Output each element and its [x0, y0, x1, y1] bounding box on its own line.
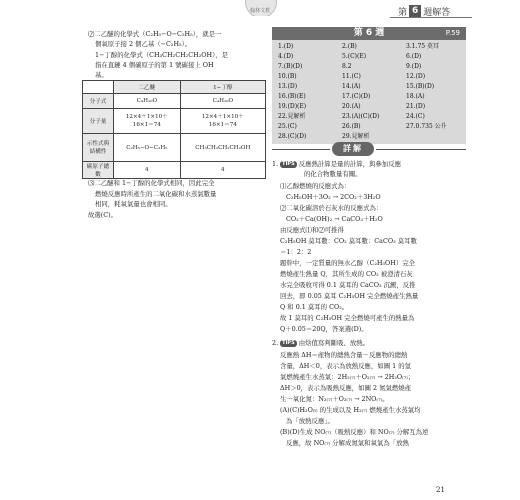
answer-item: 25.(C) — [278, 123, 297, 130]
table-cell: 4 — [180, 162, 265, 179]
table-row-header: 分子量 — [83, 109, 114, 134]
table-row — [83, 94, 266, 109]
answer-item: 29.見解析 — [342, 133, 370, 140]
table-col-header: 1−丁醇 — [180, 81, 265, 94]
q2-body-line: 反應，故 NO₍₇₎ 分解成氮氣和氧氣為「放熱 — [286, 439, 409, 447]
answer-item: 19.(D)(E) — [278, 103, 307, 110]
week-number-badge: 6 — [409, 5, 421, 17]
answer-item: 28.(C)(D) — [278, 133, 307, 140]
answer-item: 17.(C)(D) — [342, 93, 371, 100]
q2-body-line: ΔH＞0，表示為吸熱反應，如圖 2 氮氣燃燒產 — [280, 384, 412, 392]
q2-body-line: 生一氧化氮：N₂₍₇₎＋O₂₍₇₎ → 2NO₍₇₎。 — [280, 395, 389, 403]
answer-item: 14.(A) — [342, 83, 361, 90]
table-cell: 12×4＋1×10＋ 16×1＝74 — [180, 109, 265, 134]
answer-item: 18.(A) — [406, 93, 425, 100]
answer-item: 2.(B) — [342, 43, 357, 50]
table-col-header: 二乙醚 — [114, 81, 181, 94]
banner-rule-right — [376, 149, 466, 150]
q1-body-line: ⑵二氧化碳溶於石灰水的反應式為： — [280, 204, 383, 212]
q2-body-line: 為「放熱反應」。 — [286, 417, 334, 425]
table-cell: C₄H₁₀O — [114, 94, 181, 109]
answer-item: 5.(C)(E) — [342, 53, 367, 60]
table-row — [83, 109, 266, 134]
header-suffix: 週解答 — [423, 7, 451, 18]
q2-body-line: 氣燃燒產生水蒸氣：2H₂₍₇₎＋O₂₍₇₎ → 2H₂O₍₇₎； — [280, 373, 415, 381]
answer-item: 23.(A)(C)(D) — [342, 113, 380, 120]
table-row-header: 分子式 — [83, 94, 114, 109]
answer-item: 7.(B)(D) — [278, 63, 303, 70]
answer-item: 12.(D) — [406, 73, 426, 80]
q1-body-line: 由反應式⑴和⑵可推得 — [280, 226, 344, 234]
q2-body-line: (A)(C)H₂O₍ₗ₎ 的生成以及 H₂₍₇₎ 燃燒產生水蒸氣均 — [280, 406, 421, 414]
left-para-1-line-3: 1−丁醇的化學式（CH₃CH₂CH₂CH₂OH），是 — [95, 51, 229, 59]
tips-badge: TIPS — [282, 339, 295, 346]
table-cell: C₄H₁₀O — [180, 94, 265, 109]
q2-number: 2. — [272, 339, 279, 347]
q1-body-line: 燃燒產生熱量 Q，其所生成的 CO₂ 被澄清石灰 — [280, 270, 413, 278]
q1-body-line: Q 和 0.1 莫耳的 CO₂。 — [280, 303, 349, 311]
left-para-2-line-1: ⑶二乙醚和 1−丁醇的化學式相同，因此完全 — [88, 179, 215, 187]
answer-item: 1.(D) — [278, 43, 294, 50]
left-para-1-line-4: 指在直鏈 4 個碳原子的第 1 號碳接上 OH — [95, 61, 214, 69]
q1-body-line: ＝1：2：2 — [280, 248, 312, 256]
q1-body-line: C₂H₅OH＋3O₂ → 2CO₂＋3H₂O — [286, 193, 381, 201]
left-para-1-line-2: 個氧原子接 2 個乙基（−C₂H₅）。 — [95, 40, 192, 48]
left-para-2-line-4: 故選(C)。 — [88, 211, 118, 219]
q1-intro-text: 反應熱計算是量的計算，與參加反應 — [298, 160, 401, 168]
q2-body-line: 反應熱 ΔH＝產物的總熱含量－反應物的總熱 — [280, 351, 408, 359]
banner-rule-left — [272, 149, 330, 150]
left-para-2-line-3: 相同，耗氧氣量也會相同。 — [95, 200, 172, 208]
answer-item: 22.見解析 — [278, 113, 306, 120]
table-cell: CH₃CH₂CH₂CH₂OH — [180, 134, 265, 162]
answer-item: 27.0.735 公升 — [406, 123, 447, 130]
q1-body-line: C₂H₅OH 莫耳數：CO₂ 莫耳數：CaCO₃ 莫耳數 — [280, 237, 417, 245]
table-row — [83, 134, 266, 162]
answer-item: 8.2 — [342, 63, 352, 70]
answer-key-box — [272, 27, 466, 144]
answer-item: 3.1.75 莫耳 — [406, 43, 439, 50]
table-cell: C₂H₅−O−C₂H₅ — [114, 134, 181, 162]
table-row — [83, 162, 266, 179]
answer-item: 11.(C) — [342, 73, 361, 80]
publisher-logo: 翰林文教 — [242, 0, 278, 16]
detail-banner: 詳解 — [332, 142, 374, 156]
q1-number: 1. — [272, 160, 279, 168]
q1-body-line: Q＋0.05＝20Q，答案選(D)。 — [280, 325, 368, 333]
page-header — [398, 4, 450, 18]
q2-body-line: 含量，ΔH＜0，表示為放熱反應，如圖 1 的氫 — [280, 362, 412, 370]
q1-body-line: 水完全吸收可得 0.1 莫耳的 CaCO₃ 沉澱，反推 — [280, 281, 416, 289]
answer-key-title: 第 6 週 — [353, 28, 385, 38]
tips-badge: TIPS — [282, 160, 295, 167]
q2-body-line: (B)(D)生成 NO₍₇₎（吸熱反應）和 NO₍₇₎ 分解互為逆 — [280, 428, 429, 436]
table-cell: 12×4＋1×10＋ 16×1＝74 — [114, 109, 181, 134]
q1-body-line: CO₂＋Ca(OH)₂ → CaCO₃＋H₂O — [286, 215, 383, 223]
left-para-1-line-5: 基。 — [95, 71, 108, 79]
answer-key-page-ref: P.59 — [445, 29, 460, 37]
answer-item: 4.(D) — [278, 53, 294, 60]
answer-item: 21.(D) — [406, 103, 426, 110]
q1-body-line: 題幹中，一定質量的無水乙醇（C₂H₅OH）完全 — [280, 259, 416, 267]
left-para-1-line-1: ⑵二乙醚的化學式（C₂H₅−O−C₂H₅），就是一 — [88, 30, 222, 38]
table-row-header: 示性式與 結構性 — [83, 134, 114, 162]
header-rule — [390, 17, 472, 18]
q1-body-line: ⑴乙醇燃燒的反應式為： — [280, 182, 351, 190]
answer-item: 26.(B) — [342, 123, 361, 130]
q1-body-line: 故 1 莫耳的 C₂H₅OH 完全燃燒可產生的熱量為 — [280, 314, 415, 322]
q2-intro-text: 由焓值寫判斷吸、放熱。 — [298, 339, 370, 347]
page-number: 21 — [436, 486, 445, 494]
left-para-2-line-2: 燃燒反應時所產生的二氧化碳和水蒸氣數量 — [95, 190, 217, 198]
table-row-header: 碳原子總數 — [83, 162, 114, 179]
answer-item: 16.(B)(E) — [278, 93, 306, 100]
answer-item: 6.(D) — [406, 53, 422, 60]
answer-item: 20.(A) — [342, 103, 361, 110]
comparison-table — [82, 80, 266, 179]
q1-intro-line-2: 的化合物數量有關。 — [304, 170, 362, 178]
answer-item: 15.(B)(D) — [406, 83, 435, 90]
table-corner — [83, 81, 114, 94]
answer-item: 10.(B) — [278, 73, 297, 80]
q1-intro-line-1 — [272, 160, 401, 169]
answer-item: 24.(C) — [406, 113, 425, 120]
table-cell: 4 — [114, 162, 181, 179]
answer-item: 9.(D) — [406, 63, 422, 70]
q1-body-line: 回去，即 0.05 莫耳 C₂H₅OH 完全燃燒產生熱量 — [280, 292, 419, 300]
header-prefix: 第 — [398, 7, 408, 18]
q2-intro-line — [272, 339, 369, 348]
answer-item: 13.(D) — [278, 83, 298, 90]
